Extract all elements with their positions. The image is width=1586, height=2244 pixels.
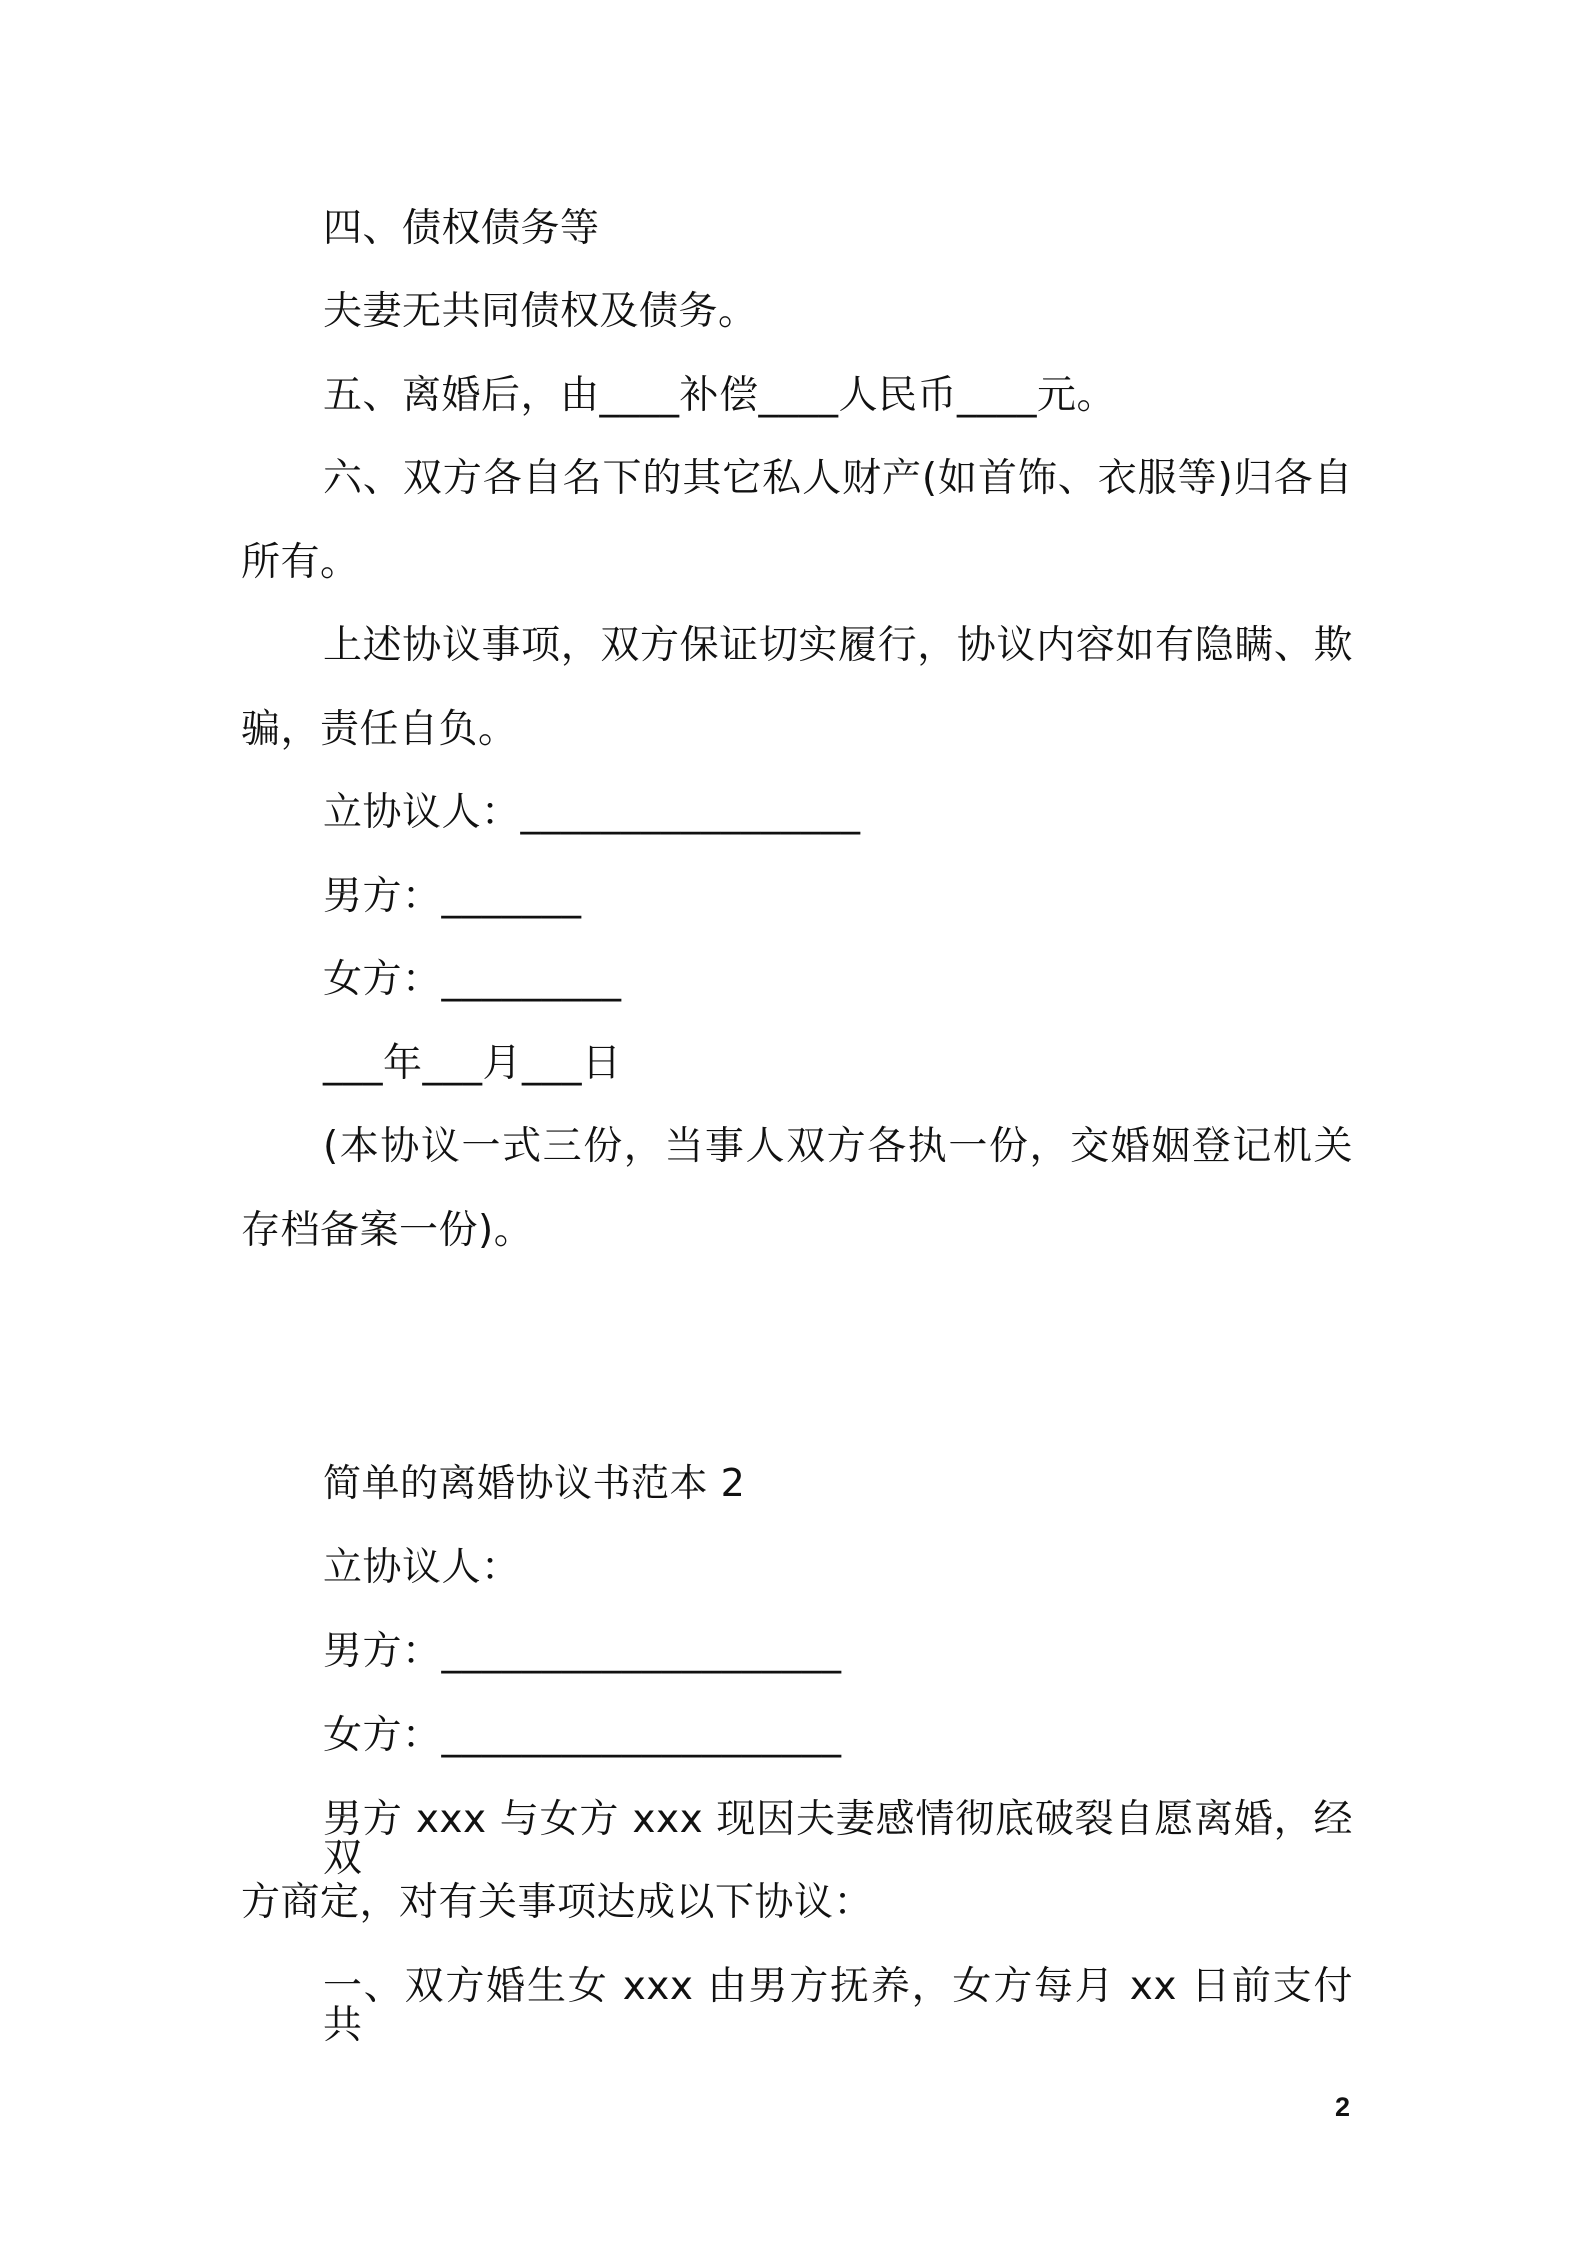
- sample-two-agreement-party: 立协议人：: [323, 1545, 521, 1590]
- signature-date: ___年___月___日: [323, 1041, 622, 1086]
- page-number: 2: [1335, 2092, 1351, 2122]
- copies-note-line-2: 存档备案一份)。: [241, 1208, 534, 1253]
- section-four-body: 夫妻无共同债权及债务。: [323, 289, 758, 334]
- guarantee-line-1: 上述协议事项，双方保证切实履行，协议内容如有隐瞒、欺: [323, 623, 1353, 668]
- section-four-heading: 四、债权债务等: [323, 206, 600, 251]
- copies-note-line-1: (本协议一式三份，当事人双方各执一份，交婚姻登记机关: [323, 1124, 1353, 1169]
- sample-two-female: 女方：____________________: [323, 1713, 842, 1758]
- sample-two-male: 男方：____________________: [323, 1629, 842, 1674]
- female-signature: 女方：_________: [323, 957, 622, 1002]
- sample-two-intro-line-1: 男方 xxx 与女方 xxx 现因夫妻感情彻底破裂自愿离婚，经双: [323, 1797, 1353, 1881]
- agreement-party-signature: 立协议人：_________________: [323, 790, 861, 835]
- guarantee-line-2: 骗，责任自负。: [241, 707, 518, 752]
- section-six-line-1: 六、双方各自名下的其它私人财产(如首饰、衣服等)归各自: [323, 456, 1353, 501]
- sample-two-clause-one-line-1: 一、双方婚生女 xxx 由男方抚养，女方每月 xx 日前支付共: [323, 1964, 1353, 2048]
- male-signature: 男方：_______: [323, 874, 582, 919]
- section-six-line-2: 所有。: [241, 540, 360, 585]
- section-five-text: 五、离婚后，由____补偿____人民币____元。: [323, 373, 1117, 418]
- sample-two-title: 简单的离婚协议书范本 2: [323, 1461, 746, 1505]
- sample-two-intro-line-2: 方商定，对有关事项达成以下协议：: [241, 1880, 874, 1925]
